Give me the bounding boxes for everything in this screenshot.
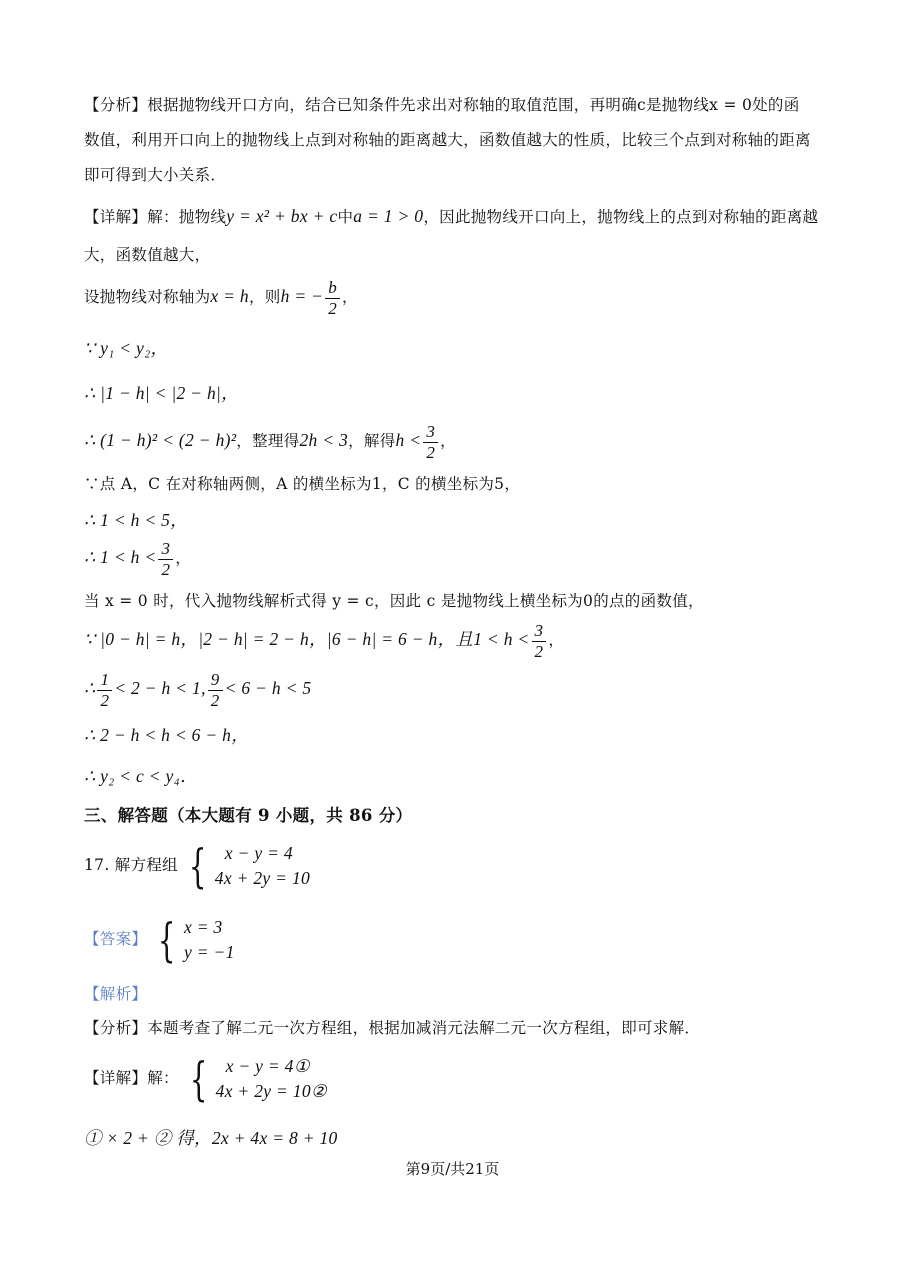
text: 设抛物线对称轴为: [84, 288, 211, 307]
text: ，: [440, 432, 456, 451]
fraction: [325, 278, 340, 318]
text: 中: [337, 208, 354, 226]
detail-line-3: [84, 278, 835, 318]
math: 2h < 3: [299, 430, 349, 451]
detail-system: [184, 1052, 327, 1106]
brace: {: [189, 839, 207, 893]
numerator: 3: [532, 621, 547, 642]
detail-line-10: 当 x = 0 时，代入抛物线解析式得 y = c，因此 c 是抛物线上横坐标为0的点的函数值，: [84, 592, 704, 610]
denominator: 2: [210, 690, 220, 710]
detail-line-1: [84, 206, 835, 227]
detail-line-9: [84, 539, 835, 579]
answer-label: 【答案】: [84, 930, 148, 948]
detail-line-5: ∴ |1 − h| < |2 − h|，: [84, 383, 239, 403]
equation: x − y = 4: [224, 843, 293, 863]
denominator: 2: [426, 442, 436, 462]
detail-line-13: ∴ 2 − h < h < 6 − h，: [84, 725, 249, 745]
math: < 6 − h < 5: [224, 678, 312, 699]
equation-system: [183, 839, 311, 893]
equation: 4x + 2y = 10: [214, 868, 311, 888]
denominator: 2: [100, 690, 110, 710]
math: h <: [395, 430, 422, 451]
equation: x − y = 4①: [225, 1056, 310, 1076]
fraction: [208, 670, 223, 710]
answer-value: x = 3: [184, 917, 223, 937]
equation: 4x + 2y = 10②: [215, 1081, 327, 1101]
numerator: b: [325, 278, 340, 299]
denominator: 2: [328, 298, 338, 318]
numerator: 1: [97, 670, 112, 691]
math: ∴ 1 < h <: [84, 547, 157, 568]
answer-system: [152, 913, 235, 967]
equation-rows: [215, 843, 310, 889]
text: ，: [342, 288, 358, 307]
text: ，: [175, 549, 192, 568]
math: ∴ (1 − h)² < (2 − h)²: [84, 430, 237, 451]
math: < 2 − h < 1,: [114, 678, 206, 699]
detail-line-8: ∴ 1 < h < 5，: [84, 510, 188, 530]
detail-line-14: ∴ y₂ < c < y₄．: [84, 766, 198, 786]
numerator: 9: [208, 670, 223, 691]
analysis-q17: 【分析】本题考查了解二元一次方程组，根据加减消元法解二元一次方程组，即可求解．: [84, 1019, 701, 1037]
page-footer: 第9页/共21页: [405, 1160, 500, 1178]
analysis-line-1: 【分析】根据抛物线开口方向，结合已知条件先求出对称轴的取值范围，再明确c是抛物线x = 0处的函: [84, 96, 800, 114]
text: ，因此抛物线开口向上，抛物线上的点到对称轴的距离越: [423, 208, 819, 226]
detail-line-12: [84, 670, 835, 710]
detail-q17: [84, 1052, 835, 1106]
math: y = x² + bx + c: [226, 206, 338, 226]
text: ，整理得: [236, 432, 300, 451]
text: 【详解】解：抛物线: [84, 208, 227, 226]
detail-line-7: ∵点 A，C 在对称轴两侧，A 的横坐标为1，C 的横坐标为5，: [84, 475, 521, 493]
numerator: 3: [423, 422, 438, 443]
numerator: 3: [158, 539, 173, 560]
fraction: [158, 539, 173, 579]
math: x = h: [210, 286, 249, 307]
brace: {: [158, 913, 177, 967]
answer-rows: [184, 917, 235, 963]
fraction: [423, 422, 438, 462]
math: ∴: [84, 678, 96, 699]
math: a = 1 > 0: [353, 206, 424, 226]
detail-step: ① × 2 + ② 得，2x + 4x = 8 + 10: [84, 1128, 338, 1148]
answer-block: [84, 913, 835, 967]
detail-line-11: [84, 621, 835, 661]
answer-value: y = −1: [184, 942, 235, 962]
detail-line-2: 大，函数值越大，: [84, 246, 211, 264]
math: ∵ |0 − h| = h，|2 − h| = 2 − h，|6 − h| = 6 − h，且1 < h <: [84, 629, 530, 650]
math: h = −: [280, 286, 324, 307]
text: ，解得: [348, 432, 396, 451]
text: ，则: [248, 288, 281, 307]
detail-rows: [216, 1056, 327, 1102]
detail-line-6: [84, 422, 835, 462]
analysis-label: 【解析】: [84, 985, 148, 1003]
denominator: 2: [161, 559, 171, 579]
fraction: [97, 670, 112, 710]
section-heading: 三、解答题（本大题有 9 小题，共 86 分）: [84, 806, 413, 825]
detail-line-4: ∵ y₁ < y₂，: [84, 338, 169, 358]
detail-label: 【详解】解：: [84, 1069, 179, 1087]
text: ，: [548, 631, 565, 650]
brace: {: [189, 1052, 208, 1106]
denominator: 2: [534, 641, 544, 661]
analysis-line-3: 即可得到大小关系．: [84, 166, 227, 184]
question-17: [84, 839, 835, 893]
fraction: [532, 621, 547, 661]
analysis-line-2: 数值，利用开口向上的抛物线上点到对称轴的距离越大，函数值越大的性质，比较三个点到对称轴的距离: [84, 131, 811, 149]
question-label: 17. 解方程组: [84, 856, 178, 874]
